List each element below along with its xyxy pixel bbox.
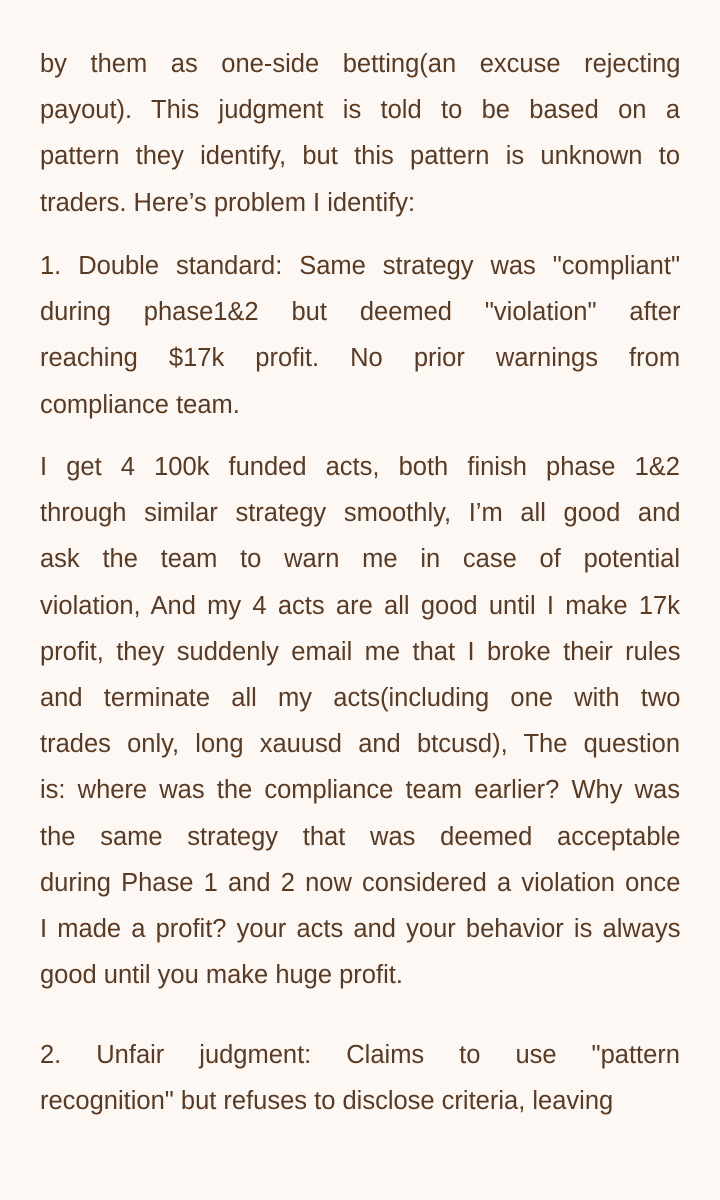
text-line: traders. Here’s problem I identify: <box>40 188 416 217</box>
text-line: good until you make huge profit. <box>40 961 403 990</box>
text-line: payout). This judgment is told to be based on a <box>40 96 680 125</box>
text-line: 1. Double standard: Same strategy was "compliant" <box>40 252 680 280</box>
paragraph-unfair-judgment <box>40 1032 680 1124</box>
text-line: trades only, long xauusd and btcusd), The question <box>40 730 681 759</box>
text-line: by them as one-side betting(an excuse rejecting <box>40 50 681 78</box>
text-line: compliance team. <box>40 390 240 419</box>
text-line: pattern they identify, but this pattern is unknown to <box>40 142 680 171</box>
text-line: I get 4 100k funded acts, both finish phase 1&2 <box>40 453 680 481</box>
text-line: reaching $17k profit. No prior warnings from <box>40 344 681 373</box>
paragraph-account-story <box>40 444 680 998</box>
text-line: profit, they suddenly email me that I broke their rules <box>40 637 681 666</box>
paragraph-double-standard <box>40 243 680 428</box>
text-line: I made a profit? your acts and your behavior is always <box>40 915 681 944</box>
text-line: violation, And my 4 acts are all good until I make 17k <box>40 591 680 620</box>
text-line: the same strategy that was deemed acceptable <box>40 822 681 851</box>
text-line: during Phase 1 and 2 now considered a violation once <box>40 868 681 897</box>
text-line: recognition" but refuses to disclose criteria, leaving <box>40 1087 614 1116</box>
text-line: ask the team to warn me in case of potential <box>40 545 680 574</box>
text-line: during phase1&2 but deemed "violation" after <box>40 298 681 327</box>
text-line: and terminate all my acts(including one with two <box>40 684 681 713</box>
text-line: through similar strategy smoothly, I’m all good and <box>40 499 681 528</box>
paragraph-intro <box>40 41 680 226</box>
text-line: is: where was the compliance team earlier? Why was <box>40 776 680 805</box>
text-line: 2. Unfair judgment: Claims to use "pattern <box>40 1041 680 1069</box>
